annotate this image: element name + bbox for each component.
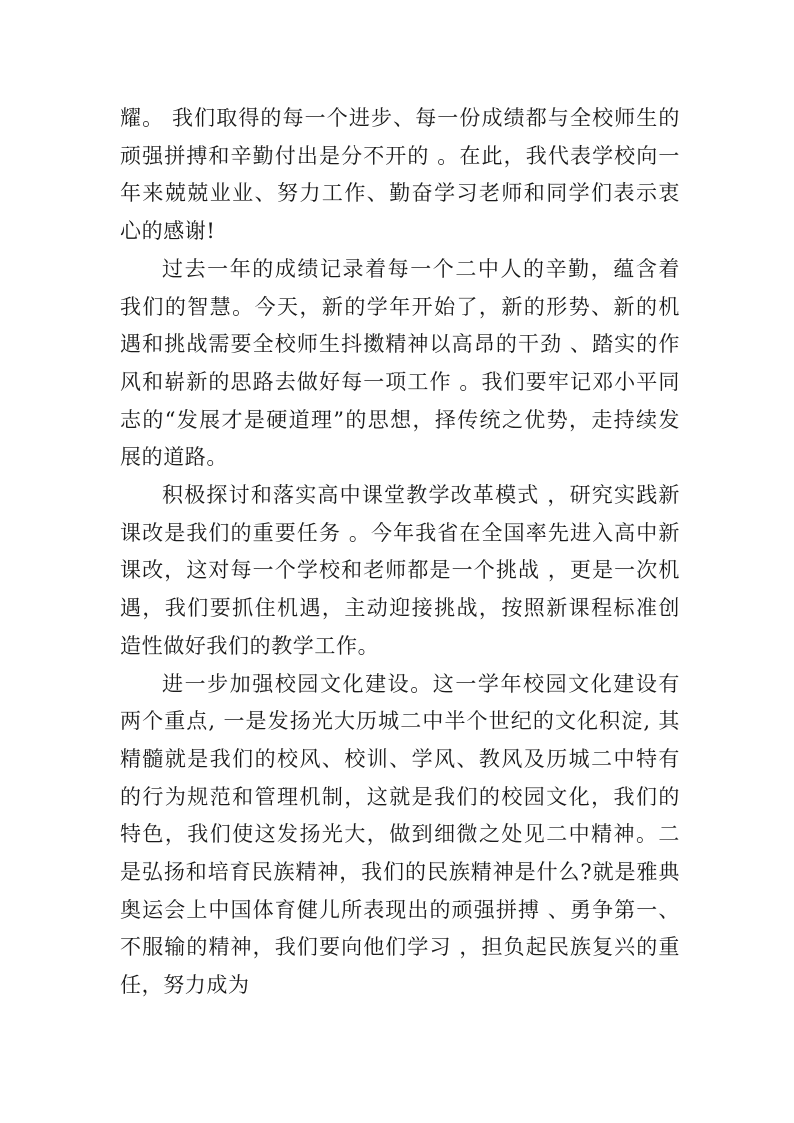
paragraph-2: 过去一年的成绩记录着每一个二中人的辛勤，蕴含着我们的智慧。今天，新的学年开始了，新的形势、新的机遇和挑战需要全校师生抖擞精神以高昂的干劲 、踏实的作风和崭新的思路去做好每一项工作 。我们要牢记邓小平同志的“发展才是硬道理”的思想，择传统之优势，走持续发展的道路。 <box>120 256 680 470</box>
paragraph-1: 耀。 我们取得的每一个进步、每一份成绩都与全校师生的顽强拼搏和辛勤付出是分不开的 。在此，我代表学校向一年来兢兢业业、努力工作、勤奋学习老师和同学们表示衷心的感谢! <box>120 106 680 244</box>
paragraph-4: 进一步加强校园文化建设。这一学年校园文化建设有两个重点, 一是发扬光大历城二中半个世纪的文化积淀, 其精髓就是我们的校风、校训、学风、教风及历城二中特有的行为规范和管理机制，这就是我们的校园文化，我们的特色，我们使这发扬光大，做到细微之处见二中精神。二是弘扬和培育民族精神，我们的民族精神是什么?就是雅典奥运会上中国体育健儿所表现出的顽强拼搏 、勇争第一、不服输的精神，我们要向他们学习 ，担负起民族复兴的重任，努力成为 <box>120 671 680 998</box>
paragraph-3: 积极探讨和落实高中课堂教学改革模式 ，研究实践新课改是我们的重要任务 。今年我省在全国率先进入高中新课改，这对每一个学校和老师都是一个挑战 ，更是一次机遇，我们要抓住机遇，主动迎接挑战，按照新课程标准创造性做好我们的教学工作。 <box>120 483 680 658</box>
document-body <box>120 100 680 1005</box>
